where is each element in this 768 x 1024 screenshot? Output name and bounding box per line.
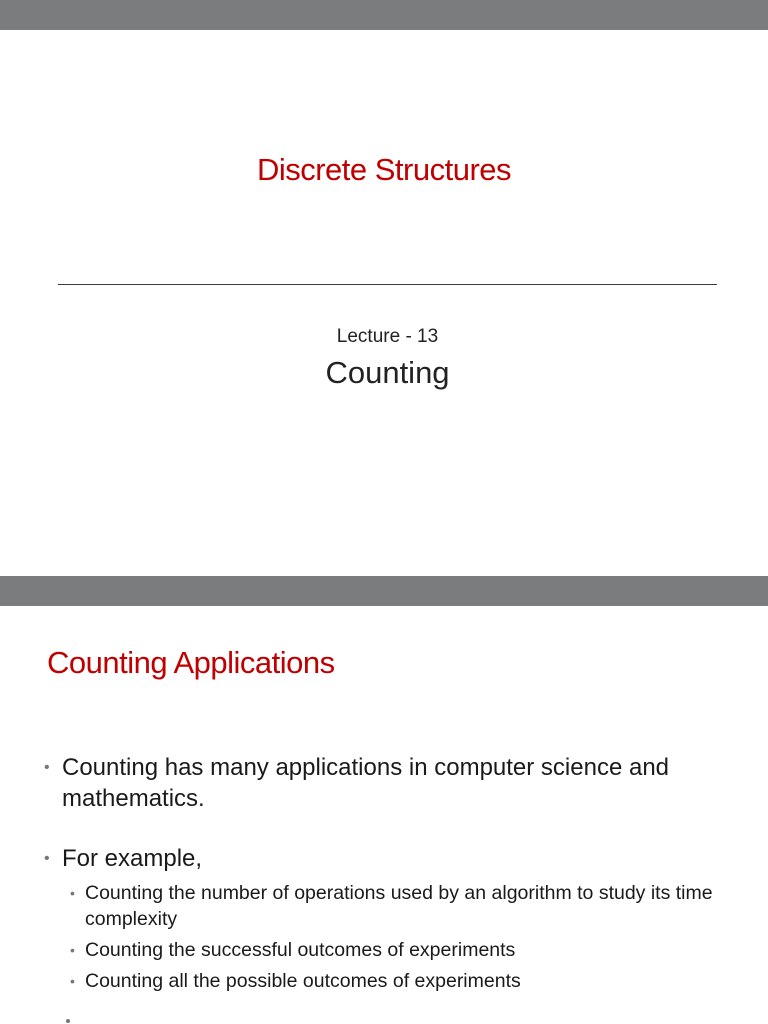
slide-separator-middle [0, 576, 768, 606]
sub-bullet-list [62, 880, 734, 994]
sub-bullet-icon: • [70, 942, 75, 958]
bullet-text: Counting has many applications in computer science and mathematics. [62, 754, 670, 812]
sub-bullet-item [62, 968, 734, 994]
slide1-title: Discrete Structures [256, 152, 512, 187]
sub-bullet-icon: • [70, 973, 75, 989]
slide1-divider [58, 284, 717, 285]
sub-bullet-icon: • [70, 885, 75, 901]
slide2-title: Counting Applications [47, 645, 335, 680]
sub-bullet-text: Counting all the possible outcomes of experiments [85, 970, 521, 992]
bullet-item [44, 752, 734, 814]
slide1-topic: Counting [325, 355, 450, 390]
sub-bullet-item [62, 880, 734, 932]
sub-bullet-text: Counting the successful outcomes of experiments [85, 939, 516, 961]
bullet-icon: • [44, 759, 50, 776]
partial-bullet-icon [66, 1019, 70, 1023]
sub-bullet-text: Counting the number of operations used by an algorithm to study its time complexity [85, 882, 713, 930]
slide1-subtitle: Lecture - 13 [336, 326, 439, 347]
slide-separator-top [0, 0, 768, 30]
bullet-icon: • [44, 850, 50, 867]
slide2-bullet-list [44, 752, 734, 999]
sub-bullet-item [62, 937, 734, 963]
bullet-text: For example, [62, 845, 203, 872]
bullet-item [44, 843, 734, 994]
